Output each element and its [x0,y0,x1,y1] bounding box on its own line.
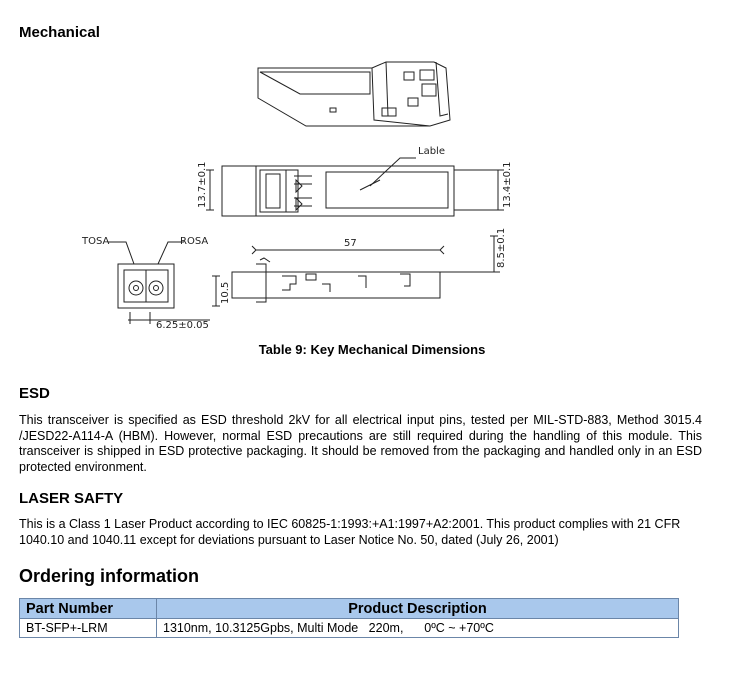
dimension-6-25: 6.25±0.05 [156,320,209,331]
front-view [108,242,210,324]
dimension-13-7: 13.7±0.1 [197,161,208,208]
mechanical-drawing [60,58,520,334]
esd-heading: ESD [19,385,50,402]
ordering-table [19,598,679,638]
lable-callout: Lable [418,146,445,157]
isometric-view [258,62,450,126]
table-row [20,619,679,638]
dimension-57: 57 [344,238,357,249]
dimension-8-5: 8.5±0.1 [496,227,507,268]
figure-caption: Table 9: Key Mechanical Dimensions [258,342,486,357]
rosa-label: ROSA [180,236,209,247]
dimension-10-5: 10.5 [220,281,231,304]
mechanical-heading: Mechanical [19,24,100,41]
laser-safety-heading: LASER SAFTY [19,490,124,507]
side-view [206,158,504,216]
ordering-header-row [20,599,679,619]
tosa-label: TOSA [82,236,110,247]
column-header-part-number: Part Number [20,599,157,619]
ordering-heading: Ordering information [19,566,199,586]
part-number-cell: BT-SFP+-LRM [20,619,157,638]
laser-safety-paragraph: This is a Class 1 Laser Product according to IEC 60825-1:1993:+A1:1997+A2:2001. This product complies with 21 CFR 1040.10 and 1040.11 except for deviations pursuant to Laser Notice No. 50, dated (July 26, 2001) [19,517,681,547]
product-description-cell: 1310nm, 10.3125Gpbs, Multi Mode 220m, 0ºC ~ +70ºC [157,619,679,638]
esd-paragraph: This transceiver is specified as ESD threshold 2kV for all electrical input pins, tested per MIL-STD-883, Method 3015.4 /JESD22-A114-A (HBM). However, normal ESD precautions are still required during the handling of this module. This transceiver is shipped in ESD protective packaging. It should be removed from the packaging and handled only in an ESD protected environment. [19,413,702,474]
dimension-13-4: 13.4±0.1 [502,161,513,208]
column-header-product-description: Product Description [157,599,679,619]
